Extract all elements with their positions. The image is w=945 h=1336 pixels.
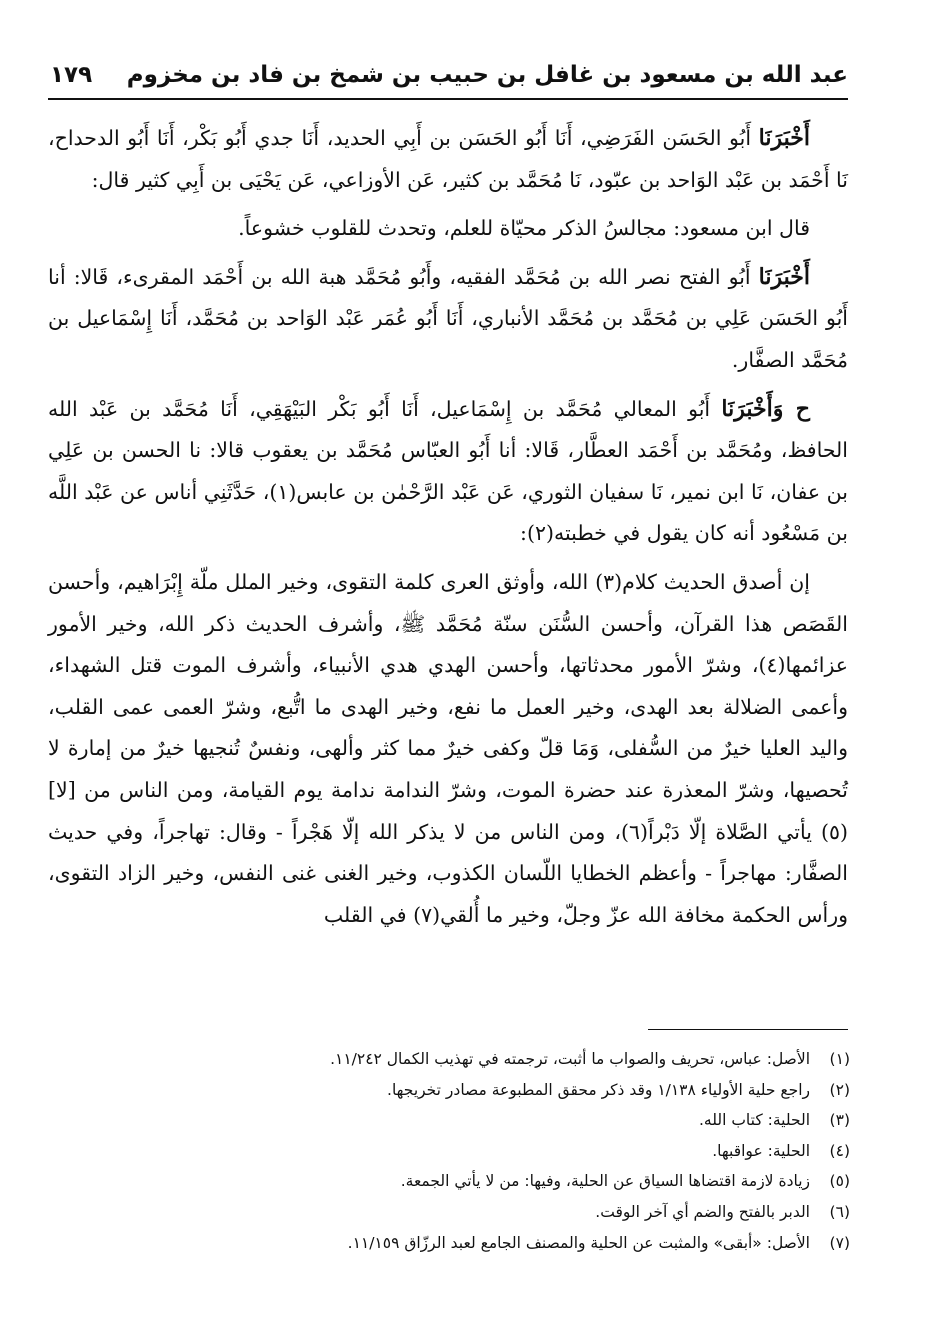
footnote bbox=[90, 1197, 850, 1228]
paragraph bbox=[48, 208, 848, 250]
paragraph-text: قال ابن مسعود: مجالسُ الذكر محيّاة للعلم، وتحدث للقلوب خشوعاً. bbox=[238, 216, 810, 241]
running-title: عبد الله بن مسعود بن غافل بن حبيب بن شمخ بن فاد بن مخزوم bbox=[126, 62, 848, 88]
footnote-number: (١) bbox=[829, 1050, 850, 1068]
footnote-divider bbox=[648, 1029, 848, 1030]
footnote-text: الحلية: عواقبها. bbox=[712, 1141, 810, 1160]
paragraph-lead: أَخْبَرَنَا bbox=[758, 125, 810, 151]
footnote bbox=[90, 1075, 850, 1106]
paragraph-text: أَبُو الفتح نصر الله بن مُحَمَّد الفقيه، وأَبُو مُحَمَّد هبة الله بن أَحْمَد المقرىء، قَالا: أنا أَبُو الحَسَن عَلِي بن مُحَمَّد بن مُحَمَّد الأنباري، أَنَا أَبُو عُمَر عَبْد الوَاحد بن مُحَمَّد، أَنَا إِسْمَاعيل بن مُحَمَّد الصفَّار. bbox=[48, 264, 848, 372]
footnotes bbox=[90, 1044, 850, 1258]
main-text bbox=[48, 118, 848, 943]
paragraph-lead: أَخْبَرَنَا bbox=[758, 263, 810, 290]
footnote-number: (٦) bbox=[829, 1202, 850, 1221]
footnote-number: (٢) bbox=[829, 1080, 850, 1099]
footnote bbox=[90, 1044, 850, 1075]
paragraph bbox=[48, 389, 848, 555]
footnote-text: الدبر بالفتح والضم أي آخر الوقت. bbox=[595, 1202, 810, 1221]
footnote bbox=[90, 1105, 850, 1136]
paragraph bbox=[48, 562, 848, 936]
footnote-number: (٥) bbox=[829, 1172, 850, 1191]
footnote bbox=[90, 1228, 850, 1259]
paragraph-lead: ح وَأَخْبَرَنَا bbox=[721, 395, 810, 422]
paragraph-text: أَبُو الحَسَن الفَرَضِي، أَنَا أَبُو الحَسَن بن أَبِي الحديد، أَنَا جدي أَبُو بَكْر، أَنَا أَبُو الدحداح، نَا أَحْمَد بن عَبْد الوَاحد بن عبّود، نَا مُحَمَّد بن كثير، عَن الأوزاعي، عَن يَحْيَى بن أَبِي كثير قال: bbox=[48, 126, 848, 192]
footnote-number: (٣) bbox=[829, 1111, 850, 1130]
page-number: ١٧٩ bbox=[50, 62, 93, 88]
footnote-text: زيادة لازمة اقتضاها السياق عن الحلية، وفيها: من لا يأتي الجمعة. bbox=[400, 1172, 810, 1191]
footnote-text: الأصل: «أبقى» والمثبت عن الحلية والمصنف الجامع لعبد الرزّاق ١١/١٥٩. bbox=[347, 1233, 810, 1252]
paragraph-text: أَبُو المعالي مُحَمَّد بن إِسْمَاعيل، أَنَا أَبُو بَكْر البَيْهَقِي، أَنَا مُحَمَّد بن عَبْد الله الحافظ، ومُحَمَّد بن أَحْمَد العطَّار، قَالا: أنا أَبُو العبّاس مُحَمَّد بن يعقوب قالا: نا الحسن بن عَلِي بن عفان، نَا ابن نمير، نَا سفيان الثوري، عَن عَبْد الرَّحْمٰن بن عابس(١)، حَدَّثَنِي أناس عن عَبْد اللَّه بن مَسْعُود أنه كان يقول في خطبته(٢): bbox=[48, 396, 848, 546]
paragraph bbox=[48, 257, 848, 382]
footnote bbox=[90, 1166, 850, 1197]
paragraph bbox=[48, 118, 848, 201]
footnote-number: (٧) bbox=[829, 1233, 850, 1252]
footnote bbox=[90, 1136, 850, 1167]
footnote-number: (٤) bbox=[829, 1141, 850, 1160]
page-header bbox=[48, 52, 848, 100]
footnote-text: راجع حلية الأولياء ١/١٣٨ وقد ذكر محقق المطبوعة مصادر تخريجها. bbox=[387, 1080, 810, 1099]
footnote-text: الأصل: عباس، تحريف والصواب ما أثبت، ترجمته في تهذيب الكمال ١١/٢٤٢. bbox=[330, 1050, 810, 1068]
paragraph-text: إن أصدق الحديث كلام(٣) الله، وأوثق العرى كلمة التقوى، وخير الملل ملّة إِبْرَاهيم، وأحسن القَصَص هذا القرآن، وأحسن السُّنَن سنّة مُحَمَّد ﷺ، وأشرف الحديث ذكر الله، وخير الأمور عزائمها(٤)، وشرّ الأمور محدثاتها، وأحسن الهدي هدي الأنبياء، وأشرف الموت قتل الشهداء، وأعمى الضلالة بعد الهدى، وخير العمل ما نفع، وخير الهدى ما اتُّبع، وشرّ العمى عمى القلب، واليد العليا خيرٌ من السُّفلى، وَمَا قلّ وكفى خيرٌ مما كثر وألهى، ونفسٌ تُنجيها خيرٌ من إمارة لا تُحصيها، وشرّ المعذرة عند حضرة الموت، وشرّ الندامة ندامة يوم القيامة، ومن الناس من [لا](٥) يأتي الصَّلاة إلّا دَبْراً(٦)، ومن الناس من لا يذكر الله إلّا هَجْراً - وقال: تهاجراً، وفي حديث الصفَّار: مهاجراً - وأعظم الخطايا اللّسان الكذوب، وخير الغنى غنى النفس، وخير الزاد التقوى، ورأس الحكمة مخافة الله عزّ وجلّ، وخير ما أُلقي(٧) في القلب bbox=[48, 569, 848, 927]
footnote-text: الحلية: كتاب الله. bbox=[699, 1111, 810, 1130]
